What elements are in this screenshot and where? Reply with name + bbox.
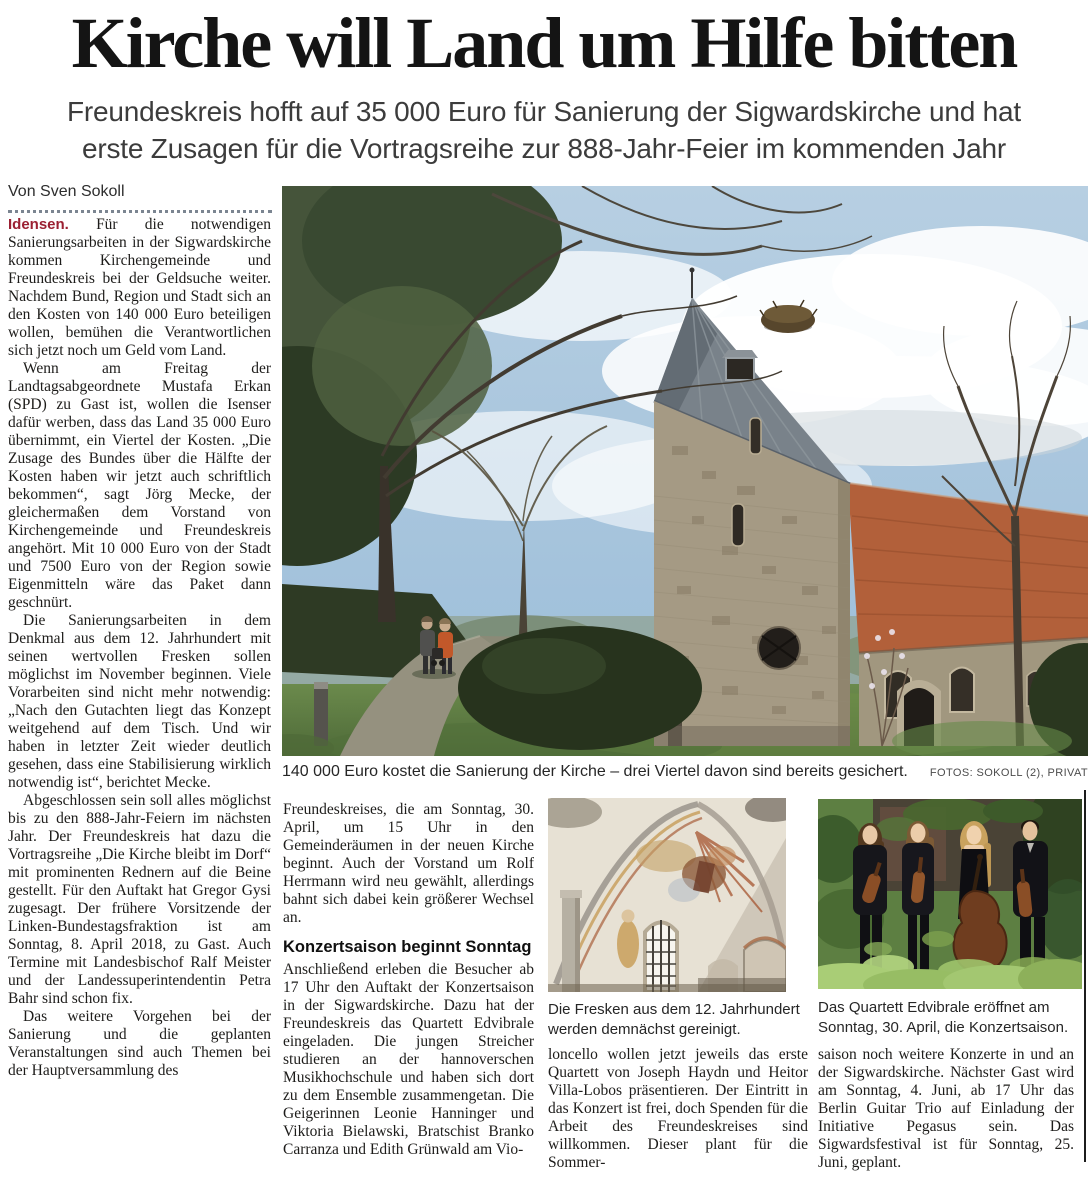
column-rule: [1084, 790, 1086, 1162]
lead-paragraph: [8, 216, 271, 360]
main-photo-caption-row: [282, 763, 1088, 781]
fresco-photo: [548, 798, 786, 992]
paragraph: loncello wollen jetzt jeweils das erste Quartett von Joseph Haydn und Heitor Villa-Lobos präsentieren. Der Eintritt in das Konzert ist frei, doch Spenden für die Arbeit des Freundeskreises sind willkommen. Dieser plant für die Sommer-: [548, 1046, 808, 1171]
dormer-hatch: [726, 358, 754, 380]
paragraph: saison noch weitere Konzerte in und an der Sigwardskirche. Nächster Gast wird am Sonntag, 4. Juni, ab 17 Uhr das Berlin Guitar Trio auf Einladung der Initiative Pegasus sein. Das Sigwardsfestival ist für Sonntag, 25. Juni, geplant.: [818, 1046, 1074, 1171]
photo-credit: FOTOS: SOKOLL (2), PRIVAT: [929, 767, 1088, 779]
paragraph: Abgeschlossen sein soll alles möglichst bis zu den 888-Jahr-Feiern im nächsten Jahr. Der Freundeskreis hat dazu die Vortragsreihe „Die Kirche bleibt im Dorf“ mit prominenten Rednern auf die Beine gestellt. Für den Auftakt hat Gregor Gysi zugesagt. Der frühere Vorsitzende der Linken-Bundestagsfraktion ist am Sonntag, 8. April 2018, zu Gast. Auch Termine mit Landesbischof Ralf Meister und der Landessuperintendentin Petra Bahr sind schon fix.: [8, 792, 271, 1007]
paragraph: Freundeskreises, die am Sonntag, 30. April, um 15 Uhr in den Gemeinderäumen in der neuen Kirche beginnt. Auch der Vorstand um Rolf Herrmann wird neu gewählt, allerdings bahnt sich dabei kein größerer Wechsel an.: [283, 801, 534, 926]
church-exterior-illustration: [282, 186, 1088, 756]
main-photo-caption: 140 000 Euro kostet die Sanierung der Kirche – drei Viertel davon sind bereits gesichert.: [282, 763, 908, 780]
byline-divider: [8, 210, 272, 213]
crosshead: Konzertsaison beginnt Sonntag: [283, 938, 532, 956]
paragraph-text: Für die notwendigen Sanierungsarbeiten in der Sigwardskirche kommen Kirchengemeinde und Freundeskreis bei der Geldsuche weiter. Nachdem Bund, Region und Stadt sich an den Kosten von 140 000 Euro beteiligen wollen, bemühen die Verantwortlichen sich jetzt noch um Geld vom Land.: [8, 216, 271, 359]
subheadline: Freundeskreis hofft auf 35 000 Euro für Sanierung der Sigwardskirche und hat erste Zusagen für die Vortragsreihe zur 888-Jahr-Feier im kommenden Jahr: [67, 96, 1021, 164]
main-photo-church: [282, 186, 1088, 756]
fresco-caption: Die Fresken aus dem 12. Jahrhundert werden demnächst gereinigt.: [548, 1001, 800, 1038]
byline: Von Sven Sokoll: [8, 183, 125, 200]
fresco-illustration: [548, 798, 786, 992]
quartet-photo: [818, 799, 1082, 989]
dateline: Idensen.: [8, 216, 69, 233]
article-column-4: [818, 1046, 1074, 1183]
paragraph: Das weitere Vorgehen bei der Sanierung und die geplanten Veranstaltungen sind auch Themen bei der Hauptversammlung des: [8, 1008, 271, 1079]
paragraph: Anschließend erleben die Besucher ab 17 Uhr den Auftakt der Konzertsaison in der Sigwardskirche. Dazu hat der Freundeskreis das Quartett Edvibrale eingeladen. Die jungen Streicher studieren an der hannoverschen Musikhochschule und haben sich dort zu dem Ensemble zusammengetan. Die Geigerinnen Leonie Hanninger und Viktoria Bielawski, Bratschist Branko Carranza und Edith Grünwald am Vio-: [283, 961, 534, 1158]
paragraph: Die Sanierungsarbeiten in dem Denkmal aus dem 12. Jahrhundert mit seinen wertvollen Fresken sollen möglichst im November beginnen. Viele Vorarbeiten sind nicht mehr notwendig: „Nach den Gutachten liegt das Konzept weitgehend auf dem Tisch. Und wir haben in letzter Zeit wieder deutlich gesehen, dass eine Stabilisierung wirklich notwendig ist“, berichtet Mecke.: [8, 612, 271, 791]
article-column-1: [8, 216, 271, 1168]
article-column-2: [283, 801, 534, 1183]
article-column-3: [548, 1046, 808, 1183]
quartet-caption: Das Quartett Edvibrale eröffnet am Sonntag, 30. April, die Konzertsaison.: [818, 999, 1069, 1036]
page-title: Kirche will Land um Hilfe bitten: [71, 3, 1017, 83]
quartet-illustration: [818, 799, 1082, 989]
angel-figure: [617, 920, 639, 968]
paragraph: Wenn am Freitag der Landtagsabgeordnete Mustafa Erkan (SPD) zu Gast ist, wollen die Isenser dafür werben, dass das Land 35 000 Euro übernimmt, ein Viertel der Kosten. „Die Zusage des Bundes über die Hälfte der Kosten haben wir jetzt auch schriftlich bekommen“, sagt Jörg Mecke, der gleichermaßen dem Vorstand von Kirchengemeinde und Freundeskreis angehört. Mit 10 000 Euro von der Stadt und 7500 Euro von der Region sowie Eigenmitteln wäre das Paket dann geschnürt.: [8, 360, 271, 611]
bollard: [314, 682, 328, 746]
